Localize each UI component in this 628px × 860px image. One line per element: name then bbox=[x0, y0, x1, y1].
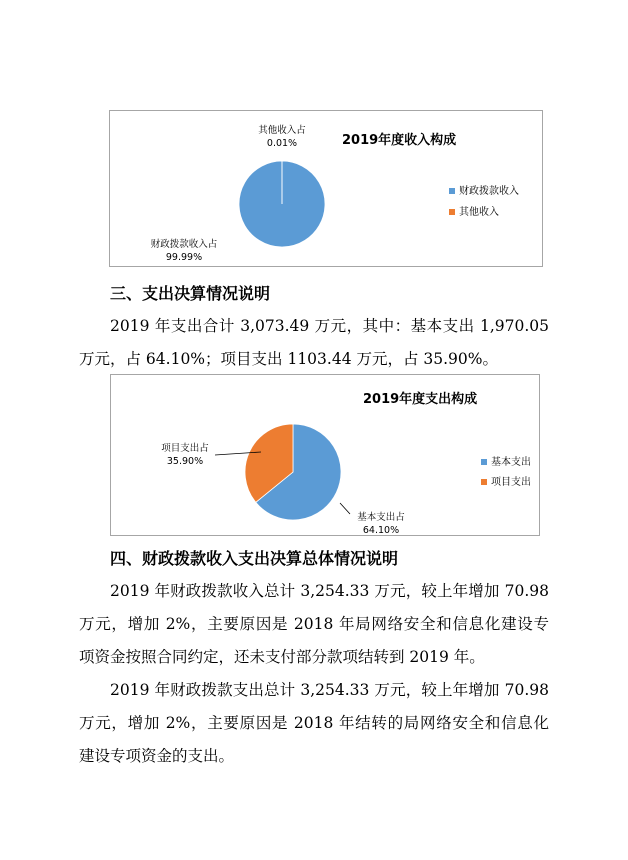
section4-p1-line-3: 项资金按照合同约定，还未支付部分款项结转到 2019 年。 bbox=[79, 648, 485, 666]
expense-chart-svg bbox=[111, 375, 541, 537]
expense-pie bbox=[245, 424, 341, 520]
expense-project-slice-percent: 35.90% bbox=[166, 456, 204, 467]
section4-paragraph-2 bbox=[79, 674, 549, 773]
expense-chart-title: 2019年度支出构成 bbox=[363, 392, 478, 407]
income-chart bbox=[109, 110, 543, 267]
expense-basic-slice-percent: 64.10% bbox=[362, 525, 400, 536]
expense-project-slice-label: 项目支出占 bbox=[161, 443, 209, 454]
expense-basic-leader-line bbox=[340, 503, 350, 514]
income-chart-svg bbox=[110, 111, 544, 268]
section4-p1-line-1: 2019 年财政拨款收入总计 3,254.33 万元，较上年增加 70.98 bbox=[110, 582, 549, 600]
expense-legend-item-0: 基本支出 bbox=[491, 457, 531, 468]
income-legend-swatch-0 bbox=[449, 188, 455, 194]
section3-line-2: 万元，占 64.10%；项目支出 1103.44 万元，占 35.90%。 bbox=[79, 350, 499, 368]
expense-legend-item-1: 项目支出 bbox=[491, 477, 531, 488]
section3-heading: 三、支出决算情况说明 bbox=[110, 284, 271, 303]
income-legend-swatch-1 bbox=[449, 209, 455, 215]
income-main-slice-label: 财政拨款收入占 bbox=[150, 239, 218, 250]
section4-p2-line-1: 2019 年财政拨款支出总计 3,254.33 万元，较上年增加 70.98 bbox=[110, 681, 549, 699]
income-other-slice-percent: 0.01% bbox=[266, 138, 298, 149]
income-legend-item-0: 财政拨款收入 bbox=[459, 186, 519, 197]
income-main-slice-percent: 99.99% bbox=[165, 252, 203, 263]
section3-paragraph bbox=[79, 310, 549, 376]
section4-p1-line-2: 万元，增加 2%，主要原因是 2018 年局网络安全和信息化建设专 bbox=[79, 615, 549, 633]
section4-heading: 四、财政拨款收入支出决算总体情况说明 bbox=[110, 549, 399, 568]
expense-chart bbox=[110, 374, 540, 536]
expense-legend-swatch-1 bbox=[481, 479, 487, 485]
income-other-slice-label: 其他收入占 bbox=[258, 125, 306, 136]
section3-line-1: 2019 年支出合计 3,073.49 万元，其中：基本支出 1,970.05 bbox=[110, 317, 549, 335]
section4-paragraph-1 bbox=[79, 575, 549, 674]
section4-p2-line-3: 建设专项资金的支出。 bbox=[79, 747, 235, 765]
expense-legend-swatch-0 bbox=[481, 459, 487, 465]
income-chart-title: 2019年度收入构成 bbox=[342, 133, 457, 148]
income-pie bbox=[239, 161, 325, 247]
income-legend-item-1: 其他收入 bbox=[459, 207, 499, 218]
section4-p2-line-2: 万元，增加 2%，主要原因是 2018 年结转的局网络安全和信息化 bbox=[79, 714, 549, 732]
expense-basic-slice-label: 基本支出占 bbox=[357, 512, 405, 523]
